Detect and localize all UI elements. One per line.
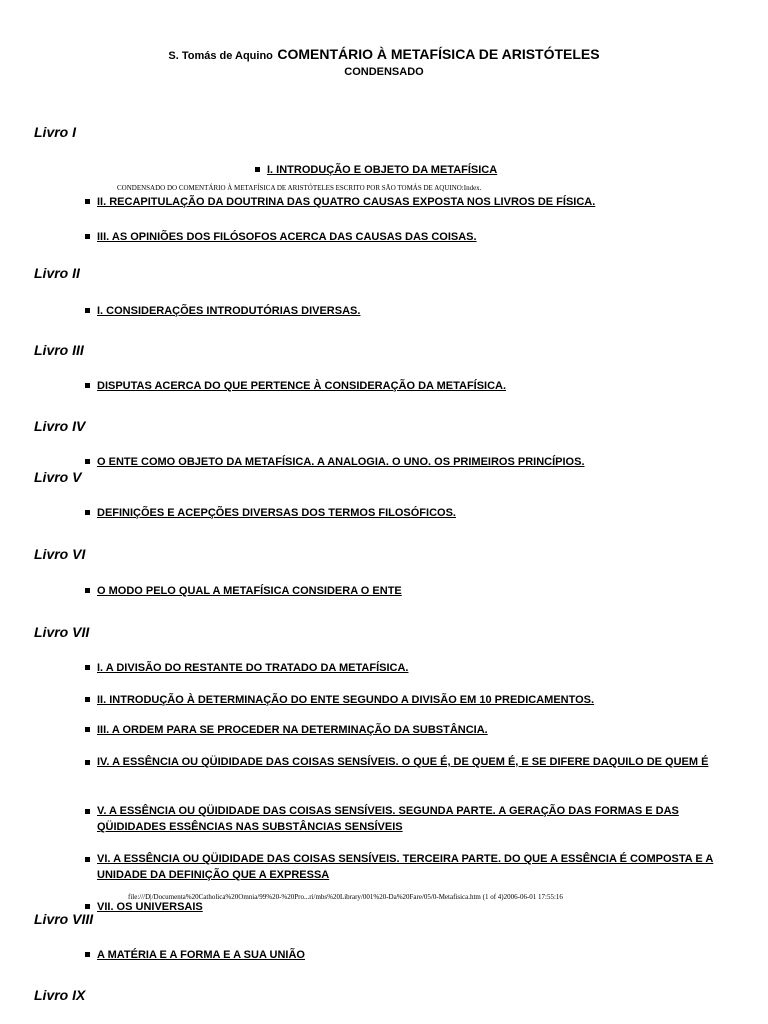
book-heading-8: Livro VIII bbox=[34, 911, 94, 927]
toc-link[interactable]: III. A ORDEM PARA SE PROCEDER NA DETERMINAÇÃO DA SUBSTÂNCIA. bbox=[97, 724, 488, 736]
list-item[interactable] bbox=[85, 662, 408, 674]
running-header: CONDENSADO DO COMENTÁRIO À METAFÍSICA DE ARISTÓTELES ESCRITO POR SÃO TOMÁS DE AQUINO:Index. bbox=[117, 184, 482, 192]
bullet-icon bbox=[85, 904, 90, 909]
list-item[interactable] bbox=[85, 694, 594, 706]
book-heading-1: Livro I bbox=[34, 124, 77, 140]
toc-link[interactable]: V. A ESSÊNCIA OU QÜIDIDADE DAS COISAS SENSÍVEIS. SEGUNDA PARTE. A GERAÇÃO DAS FORMAS E DAS QÜIDIDADES ESSÊNCIAS NAS SUBSTÂNCIAS SENSÍVEIS bbox=[97, 805, 679, 833]
bullet-icon bbox=[85, 459, 90, 464]
toc-link[interactable]: DISPUTAS ACERCA DO QUE PERTENCE À CONSIDERAÇÃO DA METAFÍSICA. bbox=[97, 380, 507, 392]
book-heading-3: Livro III bbox=[34, 342, 84, 358]
bullet-icon bbox=[85, 857, 90, 862]
toc-link[interactable]: IV. A ESSÊNCIA OU QÜIDIDADE DAS COISAS SENSÍVEIS. O QUE É, DE QUEM É, E SE DIFERE DAQUILO DE QUEM É bbox=[97, 756, 709, 768]
toc-link[interactable]: O MODO PELO QUAL A METAFÍSICA CONSIDERA O ENTE bbox=[97, 585, 402, 597]
book-heading-9: Livro IX bbox=[34, 987, 86, 1003]
toc-link[interactable]: II. RECAPITULAÇÃO DA DOUTRINA DAS QUATRO CAUSAS EXPOSTA NOS LIVROS DE FÍSICA. bbox=[97, 196, 596, 208]
list-item[interactable] bbox=[85, 949, 305, 961]
list-item[interactable] bbox=[85, 585, 402, 597]
list-item[interactable] bbox=[85, 456, 585, 468]
bullet-icon bbox=[85, 234, 90, 239]
bullet-icon bbox=[85, 727, 90, 732]
bullet-icon bbox=[85, 809, 90, 814]
toc-link[interactable]: II. INTRODUÇÃO À DETERMINAÇÃO DO ENTE SEGUNDO A DIVISÃO EM 10 PREDICAMENTOS. bbox=[97, 694, 595, 706]
bullet-icon bbox=[85, 383, 90, 388]
list-item[interactable] bbox=[85, 231, 477, 243]
toc-link[interactable]: O ENTE COMO OBJETO DA METAFÍSICA. A ANALOGIA. O UNO. OS PRIMEIROS PRINCÍPIOS. bbox=[97, 456, 585, 468]
bullet-icon bbox=[85, 308, 90, 313]
list-item[interactable] bbox=[97, 754, 725, 770]
list-item[interactable] bbox=[85, 507, 456, 519]
bullet-icon bbox=[85, 760, 90, 765]
main-title: COMENTÁRIO À METAFÍSICA DE ARISTÓTELES bbox=[277, 46, 600, 62]
book-heading-5: Livro V bbox=[34, 469, 82, 485]
bullet-icon bbox=[85, 952, 90, 957]
subtitle: CONDENSADO bbox=[344, 66, 424, 78]
list-item[interactable] bbox=[255, 164, 497, 176]
list-item[interactable] bbox=[97, 803, 725, 835]
toc-link[interactable]: A MATÉRIA E A FORMA E A SUA UNIÃO bbox=[97, 949, 305, 961]
toc-link[interactable]: III. AS OPINIÕES DOS FILÓSOFOS ACERCA DAS CAUSAS DAS COISAS. bbox=[97, 231, 477, 243]
list-item[interactable] bbox=[85, 724, 488, 736]
list-item[interactable] bbox=[85, 380, 506, 392]
author-name: S. Tomás de Aquino bbox=[168, 50, 273, 62]
bullet-icon bbox=[85, 588, 90, 593]
bullet-icon bbox=[85, 199, 90, 204]
toc-link[interactable]: I. INTRODUÇÃO E OBJETO DA METAFÍSICA bbox=[267, 164, 498, 176]
bullet-icon bbox=[85, 697, 90, 702]
toc-link[interactable]: VI. A ESSÊNCIA OU QÜIDIDADE DAS COISAS SENSÍVEIS. TERCEIRA PARTE. DO QUE A ESSÊNCIA É COMPOSTA E A UNIDADE DA DEFINIÇÃO QUE A EXPRESSA bbox=[97, 853, 714, 881]
bullet-icon bbox=[85, 665, 90, 670]
document-title bbox=[0, 46, 768, 64]
book-heading-6: Livro VI bbox=[34, 546, 86, 562]
bullet-icon bbox=[255, 167, 260, 172]
book-heading-7: Livro VII bbox=[34, 624, 90, 640]
list-item[interactable] bbox=[97, 851, 725, 883]
page-footer-url: file:///D|/Documenta%20Catholica%20Omnia/99%20-%20Pro...ri/mbs%20Library/001%20-Da%20Fare/05/0-Metafisica.htm (1 of 4)2006-06-01 17:55:16 bbox=[128, 893, 563, 901]
book-heading-2: Livro II bbox=[34, 265, 80, 281]
list-item[interactable] bbox=[85, 196, 595, 208]
toc-link[interactable]: VII. OS UNIVERSAIS bbox=[97, 901, 203, 913]
toc-link[interactable]: I. A DIVISÃO DO RESTANTE DO TRATADO DA METAFÍSICA. bbox=[97, 662, 409, 674]
list-item[interactable] bbox=[85, 305, 360, 317]
book-heading-4: Livro IV bbox=[34, 418, 86, 434]
toc-link[interactable]: DEFINIÇÕES E ACEPÇÕES DIVERSAS DOS TERMOS FILOSÓFICOS. bbox=[97, 507, 456, 519]
list-item[interactable] bbox=[85, 901, 203, 913]
toc-link[interactable]: I. CONSIDERAÇÕES INTRODUTÓRIAS DIVERSAS. bbox=[97, 305, 361, 317]
bullet-icon bbox=[85, 510, 90, 515]
